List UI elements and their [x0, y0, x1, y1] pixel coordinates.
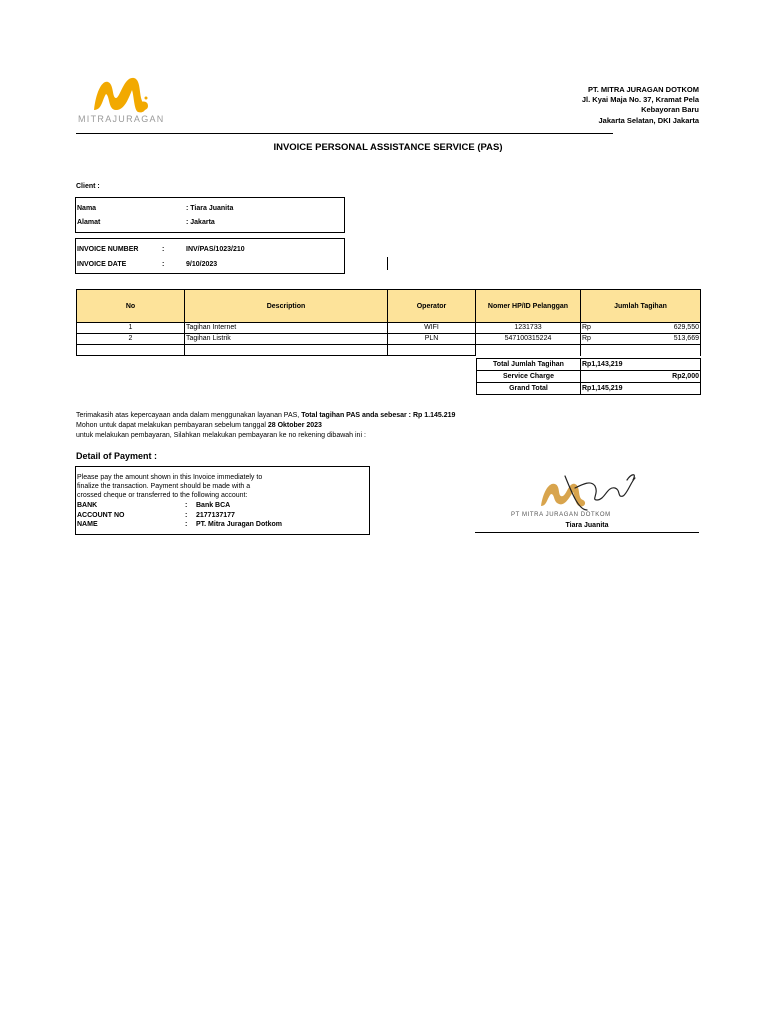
header-operator: Operator: [388, 290, 476, 323]
message-total: Total tagihan PAS anda sebesar : Rp 1.145.219: [301, 412, 456, 419]
client-name-value: : Tiara Juanita: [186, 205, 234, 212]
invoice-info-box: [75, 238, 345, 274]
company-address-line-2: Kebayoran Baru: [641, 105, 699, 115]
client-name-label: Nama: [77, 205, 97, 212]
row-amount: 629,550: [673, 324, 699, 331]
account-label: ACCOUNT NO: [77, 512, 125, 519]
row-description: Tagihan Listrik: [185, 334, 388, 345]
service-charge-label: Service Charge: [477, 371, 581, 383]
message-line-2: Mohon untuk dapat melakukan pembayaran sebelum tanggal: [76, 422, 268, 429]
invoice-number-sep: :: [162, 246, 165, 253]
table-header-row: [77, 290, 701, 323]
company-name: PT. MITRA JURAGAN DOTKOM: [588, 85, 699, 94]
empty-cell: [77, 345, 185, 356]
client-label: Client :: [76, 183, 100, 190]
row-currency: Rp: [582, 335, 591, 342]
text-cursor: [387, 257, 388, 270]
client-box: [75, 197, 345, 233]
header-divider: [76, 133, 613, 134]
invoice-date-label: INVOICE DATE: [77, 261, 127, 268]
client-address-label: Alamat: [77, 219, 101, 226]
payment-instructions: [77, 473, 307, 501]
service-charge-value: Rp2,000: [581, 371, 701, 383]
account-name-value: PT. Mitra Juragan Dotkom: [196, 521, 282, 528]
row-customer-id: 547100315224: [476, 334, 581, 345]
signature-icon: [535, 466, 640, 516]
signer-name: Tiara Juanita: [565, 522, 609, 529]
account-name-sep: :: [185, 521, 188, 528]
row-description: Tagihan Internet: [185, 323, 388, 334]
total-label: Total Jumlah Tagihan: [477, 359, 581, 371]
invoice-date-value: 9/10/2023: [186, 261, 218, 268]
account-value: 2177137177: [196, 512, 235, 519]
empty-cell: [388, 345, 476, 356]
payment-message: [76, 411, 455, 441]
row-amount: 513,669: [673, 335, 699, 342]
payment-detail-title: Detail of Payment :: [76, 451, 158, 461]
payment-text-1: Please pay the amount shown in this Invoice immediately to: [77, 474, 263, 481]
table-row-empty: [77, 345, 701, 356]
logo-text: MITRAJURAGAN: [78, 114, 165, 124]
row-currency: Rp: [582, 324, 591, 331]
company-address-line-1: Jl. Kyai Maja No. 37, Kramat Pela: [581, 95, 699, 105]
signature-line: [475, 532, 699, 533]
client-address-value: : Jakarta: [186, 219, 215, 226]
row-customer-id: 1231733: [476, 323, 581, 334]
row-amount-cell: [581, 323, 701, 334]
message-line-1: Terimakasih atas kepercayaan anda dalam menggunakan layanan PAS,: [76, 412, 302, 419]
empty-cell: [185, 345, 388, 356]
message-line-3: untuk melakukan pembayaran, Silahkan melakukan pembayaran ke no rekening dibawah ini :: [76, 432, 366, 439]
message-due-date: 28 Oktober 2023: [267, 422, 322, 429]
bank-sep: :: [185, 502, 188, 509]
bank-value: Bank BCA: [196, 502, 231, 509]
row-operator: WIFI: [388, 323, 476, 334]
total-row: [477, 359, 701, 371]
invoice-number-label: INVOICE NUMBER: [77, 246, 139, 253]
invoice-date-sep: :: [162, 261, 165, 268]
table-row: [77, 323, 701, 334]
company-address-line-3: Jakarta Selatan, DKI Jakarta: [598, 115, 699, 125]
service-charge-row: [477, 371, 701, 383]
company-address-block: [582, 85, 699, 126]
row-operator: PLN: [388, 334, 476, 345]
invoice-number-value: INV/PAS/1023/210: [186, 246, 245, 253]
header-description: Description: [185, 290, 388, 323]
totals-table: [476, 358, 701, 395]
row-no: 1: [77, 323, 185, 334]
payment-text-3: crossed cheque or transferred to the following account:: [77, 492, 248, 500]
grand-total-row: [477, 383, 701, 395]
signature-company: PT MITRA JURAGAN DOTKOM: [511, 512, 611, 518]
bank-label: BANK: [77, 502, 98, 509]
empty-cell: [581, 345, 701, 356]
row-no: 2: [77, 334, 185, 345]
account-name-label: NAME: [77, 521, 98, 528]
grand-total-value: Rp1,145,219: [581, 383, 701, 395]
empty-cell: [476, 345, 581, 356]
header-customer-id: Nomer HP/ID Pelanggan: [476, 290, 581, 323]
header-amount: Jumlah Tagihan: [581, 290, 701, 323]
header-no: No: [77, 290, 185, 323]
invoice-items-table: [76, 289, 701, 356]
account-sep: :: [185, 512, 188, 519]
invoice-title: INVOICE PERSONAL ASSISTANCE SERVICE (PAS): [273, 142, 503, 153]
total-value: Rp1,143,219: [581, 359, 701, 371]
payment-text-2: finalize the transaction. Payment should be made with a: [77, 483, 251, 491]
table-row: [77, 334, 701, 345]
grand-total-label: Grand Total: [477, 383, 581, 395]
row-amount-cell: [581, 334, 701, 345]
